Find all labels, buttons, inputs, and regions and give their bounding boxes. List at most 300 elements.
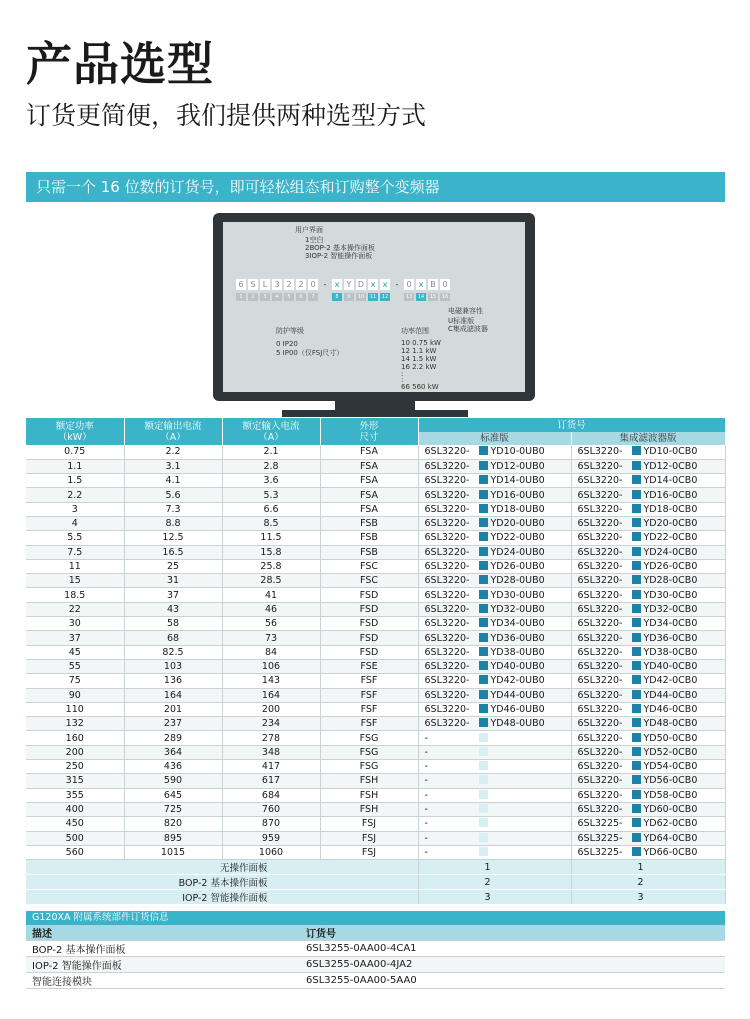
order-suffix: YD30-0UB0 xyxy=(490,589,545,601)
col-filter: 集成滤波器版 xyxy=(571,432,725,445)
order-prefix: 6SL3220- xyxy=(577,460,623,472)
power-cell: 2.2 xyxy=(26,488,124,502)
standard-order-cell xyxy=(418,702,571,716)
filter-order-cell xyxy=(571,545,725,559)
order-code-index xyxy=(236,293,450,301)
panel-option-row xyxy=(26,890,725,905)
filter-order-cell xyxy=(571,802,725,816)
standard-order-cell xyxy=(418,802,571,816)
col-order-number: 订货号 xyxy=(418,418,725,432)
power-cell: 200 xyxy=(26,745,124,759)
power-cell: 110 xyxy=(26,702,124,716)
frame-size-cell: FSD xyxy=(320,631,418,645)
table-row xyxy=(26,717,725,731)
order-prefix: 6SL3220- xyxy=(424,632,470,644)
order-prefix: 6SL3220- xyxy=(424,460,470,472)
order-prefix: - xyxy=(424,846,428,858)
order-placeholder-square xyxy=(479,761,488,770)
table-row xyxy=(26,488,725,502)
standard-order-cell xyxy=(418,617,571,631)
order-prefix: 6SL3220- xyxy=(424,546,470,558)
col-power: 额定功率 （kW） xyxy=(26,418,124,445)
code-index: 13 xyxy=(405,294,413,300)
input-current-cell: 11.5 xyxy=(222,531,320,545)
frame-size-cell: FSH xyxy=(320,802,418,816)
order-placeholder-square xyxy=(479,675,488,684)
table-row xyxy=(26,474,725,488)
order-prefix: 6SL3220- xyxy=(577,646,623,658)
code-index: 10 xyxy=(357,294,365,300)
power-cell: 315 xyxy=(26,774,124,788)
standard-order-cell xyxy=(418,717,571,731)
code-char: D xyxy=(357,280,365,289)
power-cell: 90 xyxy=(26,688,124,702)
filter-order-cell xyxy=(571,702,725,716)
order-placeholder-square xyxy=(632,618,641,627)
code-index: 1 xyxy=(236,293,246,301)
ui-option: 3IOP-2 智能操作面板 xyxy=(305,252,373,260)
order-suffix: YD54-0CB0 xyxy=(643,761,698,773)
order-suffix: YD30-0CB0 xyxy=(643,589,698,601)
order-suffix: YD14-0UB0 xyxy=(490,475,545,487)
order-code-diagram xyxy=(223,222,525,392)
frame-size-cell: FSF xyxy=(320,717,418,731)
order-prefix: 6SL3220- xyxy=(577,732,623,744)
panel-option-row xyxy=(26,875,725,890)
order-suffix: YD48-0UB0 xyxy=(490,718,545,730)
order-prefix: 6SL3220- xyxy=(424,489,470,501)
output-current-cell: 8.8 xyxy=(124,516,222,530)
panel-code-filter: 2 xyxy=(571,875,725,890)
order-prefix: - xyxy=(424,789,428,801)
frame-size-cell: FSG xyxy=(320,731,418,745)
panel-option-row xyxy=(26,860,725,875)
output-current-cell: 68 xyxy=(124,631,222,645)
input-current-cell: 41 xyxy=(222,588,320,602)
order-suffix: YD66-0CB0 xyxy=(643,846,698,858)
frame-size-cell: FSA xyxy=(320,445,418,459)
output-current-cell: 895 xyxy=(124,831,222,845)
order-placeholder-square xyxy=(479,647,488,656)
table-row xyxy=(26,502,725,516)
order-placeholder-square xyxy=(479,475,488,484)
output-current-cell: 82.5 xyxy=(124,645,222,659)
order-placeholder-square xyxy=(479,547,488,556)
table-row xyxy=(26,602,725,616)
order-placeholder-square xyxy=(632,847,641,856)
input-current-cell: 6.6 xyxy=(222,502,320,516)
power-cell: 355 xyxy=(26,788,124,802)
order-placeholder-square xyxy=(479,618,488,627)
input-current-cell: 8.5 xyxy=(222,516,320,530)
filter-order-cell xyxy=(571,502,725,516)
table-row xyxy=(26,559,725,573)
power-option: : xyxy=(401,376,404,384)
order-prefix: 6SL3220- xyxy=(424,589,470,601)
order-suffix: YD22-0CB0 xyxy=(643,532,698,544)
col-standard: 标准版 xyxy=(418,432,571,445)
order-placeholder-square xyxy=(479,575,488,584)
order-prefix: 6SL3220- xyxy=(424,561,470,573)
order-placeholder-square xyxy=(632,490,641,499)
frame-size-cell: FSA xyxy=(320,474,418,488)
input-current-cell: 3.6 xyxy=(222,474,320,488)
order-suffix: YD36-0CB0 xyxy=(643,632,698,644)
order-placeholder-square xyxy=(479,446,488,455)
power-cell: 0.75 xyxy=(26,445,124,459)
ip-option: 5 IP00（仅FSJ尺寸） xyxy=(276,349,344,357)
power-cell: 30 xyxy=(26,617,124,631)
frame-size-cell: FSF xyxy=(320,674,418,688)
standard-order-cell xyxy=(418,688,571,702)
input-current-cell: 417 xyxy=(222,760,320,774)
code-index: 3 xyxy=(260,293,270,301)
filter-order-cell xyxy=(571,731,725,745)
order-suffix: YD16-0CB0 xyxy=(643,489,698,501)
order-prefix: 6SL3220- xyxy=(424,675,470,687)
order-placeholder-square xyxy=(479,604,488,613)
standard-order-cell xyxy=(418,817,571,831)
order-prefix: 6SL3220- xyxy=(577,804,623,816)
power-cell: 7.5 xyxy=(26,545,124,559)
order-suffix: YD38-0UB0 xyxy=(490,646,545,658)
order-prefix: 6SL3220- xyxy=(577,789,623,801)
frame-size-cell: FSC xyxy=(320,574,418,588)
output-current-cell: 645 xyxy=(124,788,222,802)
order-placeholder-square xyxy=(479,490,488,499)
order-suffix: YD40-0CB0 xyxy=(643,661,698,673)
power-cell: 500 xyxy=(26,831,124,845)
table-row xyxy=(26,674,725,688)
output-current-cell: 16.5 xyxy=(124,545,222,559)
output-current-cell: 37 xyxy=(124,588,222,602)
order-placeholder-square xyxy=(632,661,641,670)
power-cell: 1.1 xyxy=(26,459,124,473)
table-row xyxy=(26,745,725,759)
frame-size-cell: FSB xyxy=(320,516,418,530)
power-option: : xyxy=(401,370,404,378)
monitor-illustration xyxy=(213,213,535,401)
order-prefix: 6SL3225- xyxy=(577,832,623,844)
code-index: 7 xyxy=(308,293,318,301)
order-prefix: - xyxy=(424,804,428,816)
output-current-cell: 436 xyxy=(124,760,222,774)
order-placeholder-square xyxy=(632,547,641,556)
order-suffix: YD14-0CB0 xyxy=(643,475,698,487)
ui-option: 2BOP-2 基本操作面板 xyxy=(305,244,375,252)
filter-order-cell xyxy=(571,831,725,845)
order-suffix: YD60-0CB0 xyxy=(643,804,698,816)
standard-order-cell xyxy=(418,502,571,516)
order-suffix: YD46-0UB0 xyxy=(490,703,545,715)
code-char: 0 xyxy=(440,279,450,290)
order-suffix: YD50-0CB0 xyxy=(643,732,698,744)
order-prefix: 6SL3220- xyxy=(424,718,470,730)
order-prefix: 6SL3220- xyxy=(424,475,470,487)
order-prefix: 6SL3225- xyxy=(577,846,623,858)
order-prefix: - xyxy=(424,746,428,758)
power-option: 66 560 kW xyxy=(401,383,439,391)
code-index: 11 xyxy=(369,294,377,300)
code-index: 2 xyxy=(248,293,258,301)
order-suffix: YD12-0UB0 xyxy=(490,460,545,472)
standard-order-cell xyxy=(418,659,571,673)
output-current-cell: 289 xyxy=(124,731,222,745)
order-suffix: YD44-0UB0 xyxy=(490,689,545,701)
ui-option: 1空白 xyxy=(305,236,324,244)
power-option: 14 1.5 kW xyxy=(401,355,437,363)
output-current-cell: 364 xyxy=(124,745,222,759)
order-prefix: 6SL3220- xyxy=(424,689,470,701)
order-placeholder-square xyxy=(632,747,641,756)
col-output-current: 额定输出电流 （A） xyxy=(124,418,222,445)
order-suffix: YD36-0UB0 xyxy=(490,632,545,644)
table-row xyxy=(26,802,725,816)
table-row xyxy=(26,531,725,545)
order-placeholder-square xyxy=(632,704,641,713)
table-row xyxy=(26,631,725,645)
order-suffix: YD26-0CB0 xyxy=(643,561,698,573)
order-prefix: 6SL3220- xyxy=(577,689,623,701)
order-placeholder-square xyxy=(479,504,488,513)
code-char: x xyxy=(380,279,390,290)
power-cell: 55 xyxy=(26,659,124,673)
frame-size-cell: FSH xyxy=(320,788,418,802)
standard-order-cell xyxy=(418,645,571,659)
order-placeholder-square xyxy=(632,446,641,455)
acc-desc: BOP-2 基本操作面板 xyxy=(26,941,300,957)
order-placeholder-square xyxy=(632,818,641,827)
input-current-cell: 5.3 xyxy=(222,488,320,502)
standard-order-cell xyxy=(418,731,571,745)
panel-option-label: 无操作面板 xyxy=(26,860,418,875)
filter-order-cell xyxy=(571,717,725,731)
filter-order-cell xyxy=(571,474,725,488)
standard-order-cell xyxy=(418,745,571,759)
table-row xyxy=(26,831,725,845)
page-subtitle: 订货更简便，我们提供两种选型方式 xyxy=(26,101,427,130)
order-prefix: 6SL3220- xyxy=(577,518,623,530)
input-current-cell: 73 xyxy=(222,631,320,645)
order-placeholder-square xyxy=(632,761,641,770)
output-current-cell: 25 xyxy=(124,559,222,573)
ip-heading: 防护等级 xyxy=(276,327,304,335)
order-placeholder-square xyxy=(479,818,488,827)
order-placeholder-square xyxy=(479,704,488,713)
order-prefix: 6SL3220- xyxy=(577,603,623,615)
frame-size-cell: FSD xyxy=(320,617,418,631)
output-current-cell: 4.1 xyxy=(124,474,222,488)
input-current-cell: 959 xyxy=(222,831,320,845)
order-prefix: 6SL3220- xyxy=(424,575,470,587)
standard-order-cell xyxy=(418,588,571,602)
code-char: 0 xyxy=(308,279,318,290)
frame-size-cell: FSJ xyxy=(320,845,418,859)
table-row xyxy=(26,774,725,788)
output-current-cell: 820 xyxy=(124,817,222,831)
order-suffix: YD18-0UB0 xyxy=(490,503,545,515)
order-placeholder-square xyxy=(632,633,641,642)
filter-order-cell xyxy=(571,488,725,502)
table-row xyxy=(26,545,725,559)
input-current-cell: 2.8 xyxy=(222,459,320,473)
code-char: x xyxy=(368,279,378,290)
order-placeholder-square xyxy=(632,775,641,784)
power-cell: 560 xyxy=(26,845,124,859)
order-suffix: YD58-0CB0 xyxy=(643,789,698,801)
page-title: 产品选型 xyxy=(26,37,214,91)
order-placeholder-square xyxy=(479,690,488,699)
code-index-gap xyxy=(320,293,330,301)
code-dash: - xyxy=(323,280,327,289)
order-prefix: 6SL3220- xyxy=(577,489,623,501)
panel-code-filter: 1 xyxy=(571,860,725,875)
order-prefix: 6SL3220- xyxy=(577,475,623,487)
order-placeholder-square xyxy=(479,518,488,527)
order-suffix: YD62-0CB0 xyxy=(643,818,698,830)
output-current-cell: 590 xyxy=(124,774,222,788)
power-cell: 1.5 xyxy=(26,474,124,488)
order-placeholder-square xyxy=(632,575,641,584)
acc-col-order: 订货号 xyxy=(300,925,725,941)
table-row xyxy=(26,760,725,774)
filter-order-cell xyxy=(571,788,725,802)
output-current-cell: 103 xyxy=(124,659,222,673)
input-current-cell: 56 xyxy=(222,617,320,631)
order-placeholder-square xyxy=(479,804,488,813)
filter-order-cell xyxy=(571,574,725,588)
filter-order-cell xyxy=(571,774,725,788)
code-char: 2 xyxy=(296,279,306,290)
order-suffix: YD12-0CB0 xyxy=(643,460,698,472)
order-suffix: YD34-0CB0 xyxy=(643,618,698,630)
emc-heading: 电磁兼容性 xyxy=(448,307,483,315)
power-cell: 4 xyxy=(26,516,124,530)
power-cell: 11 xyxy=(26,559,124,573)
standard-order-cell xyxy=(418,788,571,802)
power-cell: 37 xyxy=(26,631,124,645)
order-suffix: YD26-0UB0 xyxy=(490,561,545,573)
order-prefix: 6SL3220- xyxy=(577,675,623,687)
panel-code-standard: 1 xyxy=(418,860,571,875)
output-current-cell: 7.3 xyxy=(124,502,222,516)
order-prefix: - xyxy=(424,832,428,844)
frame-size-cell: FSE xyxy=(320,659,418,673)
order-suffix: YD46-0CB0 xyxy=(643,703,698,715)
order-placeholder-square xyxy=(479,461,488,470)
order-placeholder-square xyxy=(632,461,641,470)
code-char: x xyxy=(332,279,342,290)
power-cell: 3 xyxy=(26,502,124,516)
order-prefix: 6SL3220- xyxy=(424,618,470,630)
filter-order-cell xyxy=(571,645,725,659)
code-char: L xyxy=(260,279,270,290)
output-current-cell: 136 xyxy=(124,674,222,688)
code-index: 4 xyxy=(272,293,282,301)
code-index: 12 xyxy=(381,294,389,300)
order-placeholder-square xyxy=(479,532,488,541)
ip-option: 0 IP20 xyxy=(276,340,298,348)
acc-order: 6SL3255-0AA00-4CA1 xyxy=(300,941,725,957)
panel-option-label: BOP-2 基本操作面板 xyxy=(26,875,418,890)
order-placeholder-square xyxy=(479,790,488,799)
table-row xyxy=(26,957,725,973)
code-char: 2 xyxy=(284,279,294,290)
input-current-cell: 15.8 xyxy=(222,545,320,559)
input-current-cell: 760 xyxy=(222,802,320,816)
accessories-title: G120XA 附属系统部件订货信息 xyxy=(26,911,725,925)
order-suffix: YD38-0CB0 xyxy=(643,646,698,658)
panel-code-filter: 3 xyxy=(571,890,725,905)
order-prefix: 6SL3220- xyxy=(577,546,623,558)
standard-order-cell xyxy=(418,531,571,545)
order-placeholder-square xyxy=(632,690,641,699)
order-prefix: 6SL3220- xyxy=(577,561,623,573)
order-placeholder-square xyxy=(632,532,641,541)
table-row xyxy=(26,617,725,631)
order-prefix: 6SL3220- xyxy=(577,503,623,515)
table-row xyxy=(26,645,725,659)
code-char: x xyxy=(416,279,426,290)
order-suffix: YD20-0CB0 xyxy=(643,518,698,530)
input-current-cell: 84 xyxy=(222,645,320,659)
order-prefix: - xyxy=(424,818,428,830)
filter-order-cell xyxy=(571,845,725,859)
table-row xyxy=(26,445,725,459)
order-suffix: YD22-0UB0 xyxy=(490,532,545,544)
frame-size-cell: FSD xyxy=(320,645,418,659)
frame-size-cell: FSD xyxy=(320,588,418,602)
order-suffix: YD42-0UB0 xyxy=(490,675,545,687)
order-prefix: 6SL3220- xyxy=(424,603,470,615)
panel-code-standard: 3 xyxy=(418,890,571,905)
filter-order-cell xyxy=(571,559,725,573)
input-current-cell: 28.5 xyxy=(222,574,320,588)
order-suffix: YD34-0UB0 xyxy=(490,618,545,630)
order-prefix: 6SL3220- xyxy=(577,446,623,458)
order-placeholder-square xyxy=(632,790,641,799)
power-cell: 250 xyxy=(26,760,124,774)
standard-order-cell xyxy=(418,445,571,459)
standard-order-cell xyxy=(418,516,571,530)
table-row xyxy=(26,459,725,473)
frame-size-cell: FSG xyxy=(320,745,418,759)
frame-size-cell: FSG xyxy=(320,760,418,774)
power-cell: 5.5 xyxy=(26,531,124,545)
order-suffix: YD28-0CB0 xyxy=(643,575,698,587)
order-suffix: YD24-0CB0 xyxy=(643,546,698,558)
frame-size-cell: FSJ xyxy=(320,817,418,831)
code-index: 8 xyxy=(332,293,342,301)
frame-size-cell: FSA xyxy=(320,502,418,516)
col-frame-size: 外形 尺寸 xyxy=(320,418,418,445)
order-prefix: - xyxy=(424,761,428,773)
standard-order-cell xyxy=(418,760,571,774)
input-current-cell: 617 xyxy=(222,774,320,788)
filter-order-cell xyxy=(571,602,725,616)
output-current-cell: 5.6 xyxy=(124,488,222,502)
order-suffix: YD28-0UB0 xyxy=(490,575,545,587)
ui-heading: 用户界面 xyxy=(295,226,323,234)
order-suffix: YD10-0CB0 xyxy=(643,446,698,458)
table-row xyxy=(26,941,725,957)
emc-option: U标准版 xyxy=(448,317,475,325)
output-current-cell: 58 xyxy=(124,617,222,631)
emc-option: C集成滤波器 xyxy=(448,325,488,333)
order-placeholder-square xyxy=(479,561,488,570)
order-code-chars xyxy=(236,279,450,290)
order-prefix: - xyxy=(424,775,428,787)
